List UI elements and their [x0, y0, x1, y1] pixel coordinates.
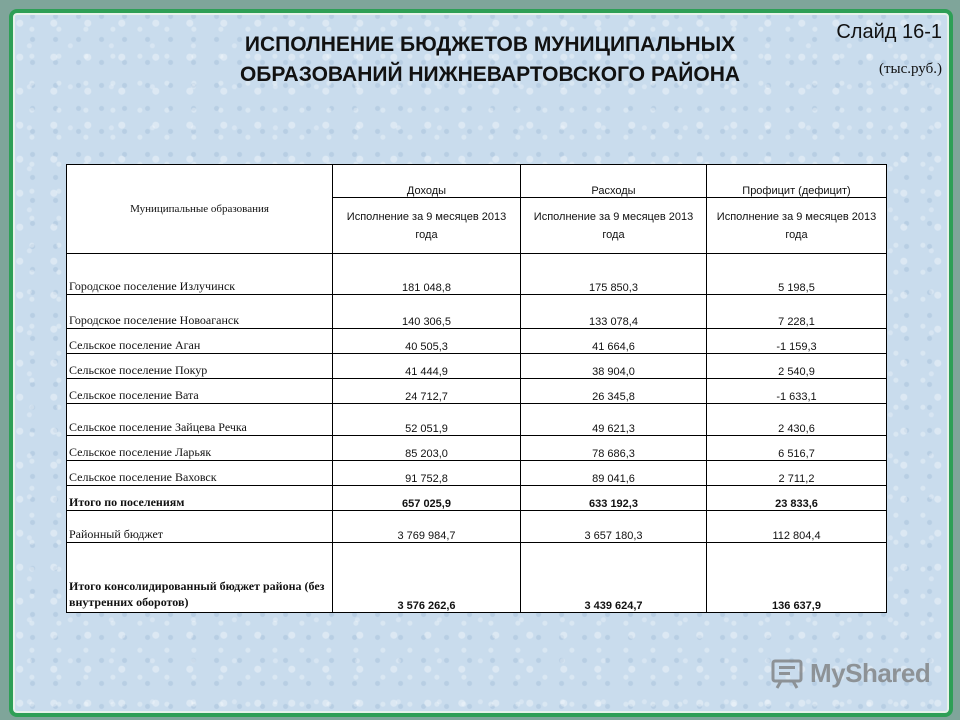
cell-balance: 23 833,6	[707, 486, 887, 511]
cell-income: 657 025,9	[333, 486, 521, 511]
cell-expense: 41 664,6	[521, 329, 707, 354]
cell-municipality: Сельское поселение Зайцева Речка	[67, 404, 333, 436]
cell-income: 3 576 262,6	[333, 543, 521, 613]
cell-balance: 2 430,6	[707, 404, 887, 436]
cell-municipality: Сельское поселение Аган	[67, 329, 333, 354]
header-municipalities: Муниципальные образования	[67, 165, 333, 254]
title-line-2: ОБРАЗОВАНИЙ НИЖНЕВАРТОВСКОГО РАЙОНА	[239, 63, 741, 86]
cell-income: 41 444,9	[333, 354, 521, 379]
cell-municipality: Городское поселение Новоаганск	[67, 295, 333, 329]
cell-expense: 49 621,3	[521, 404, 707, 436]
cell-expense: 3 439 624,7	[521, 543, 707, 613]
cell-income: 52 051,9	[333, 404, 521, 436]
cell-balance: 112 804,4	[707, 511, 887, 543]
slide-number: Слайд 16-1	[836, 21, 942, 43]
header-balance: Профицит (дефицит)	[707, 165, 887, 198]
table-row	[67, 295, 887, 329]
cell-municipality: Сельское поселение Вата	[67, 379, 333, 404]
table-header-row	[67, 165, 887, 198]
cell-income: 91 752,8	[333, 461, 521, 486]
cell-municipality: Сельское поселение Покур	[67, 354, 333, 379]
watermark	[770, 656, 930, 690]
cell-income: 3 769 984,7	[333, 511, 521, 543]
cell-expense: 133 078,4	[521, 295, 707, 329]
cell-income: 85 203,0	[333, 436, 521, 461]
cell-income: 24 712,7	[333, 379, 521, 404]
cell-balance: 2 711,2	[707, 461, 887, 486]
cell-municipality: Итого консолидированный бюджет района (без внутренних оборотов)	[67, 543, 333, 613]
table-row	[67, 511, 887, 543]
cell-balance: 7 228,1	[707, 295, 887, 329]
table-row	[67, 379, 887, 404]
table-row	[67, 436, 887, 461]
cell-expense: 175 850,3	[521, 254, 707, 295]
cell-income: 140 306,5	[333, 295, 521, 329]
cell-expense: 38 904,0	[521, 354, 707, 379]
table-row	[67, 404, 887, 436]
header-expense: Расходы	[521, 165, 707, 198]
title-line-1: ИСПОЛНЕНИЕ БЮДЖЕТОВ МУНИЦИПАЛЬНЫХ	[244, 33, 736, 56]
cell-municipality: Сельское поселение Ларьяк	[67, 436, 333, 461]
subheader-income: Исполнение за 9 месяцев 2013 года	[333, 198, 521, 254]
table-row	[67, 329, 887, 354]
cell-income: 40 505,3	[333, 329, 521, 354]
cell-balance: -1 159,3	[707, 329, 887, 354]
cell-municipality: Сельское поселение Ваховск	[67, 461, 333, 486]
table-row	[67, 461, 887, 486]
cell-balance: 136 637,9	[707, 543, 887, 613]
table-row	[67, 543, 887, 613]
cell-income: 181 048,8	[333, 254, 521, 295]
page-title	[190, 30, 790, 90]
cell-expense: 26 345,8	[521, 379, 707, 404]
cell-balance: 6 516,7	[707, 436, 887, 461]
cell-balance: 5 198,5	[707, 254, 887, 295]
units-label: (тыс.руб.)	[878, 61, 942, 77]
cell-municipality: Итого по поселениям	[67, 486, 333, 511]
table-row	[67, 486, 887, 511]
watermark-text: MyShared	[810, 657, 931, 688]
header-income: Доходы	[333, 165, 521, 198]
cell-expense: 89 041,6	[521, 461, 707, 486]
budget-table	[66, 164, 887, 613]
subheader-balance: Исполнение за 9 месяцев 2013 года	[707, 198, 887, 254]
table-row	[67, 254, 887, 295]
cell-expense: 78 686,3	[521, 436, 707, 461]
cell-expense: 3 657 180,3	[521, 511, 707, 543]
presentation-board-icon	[770, 656, 804, 690]
cell-municipality: Районный бюджет	[67, 511, 333, 543]
cell-balance: -1 633,1	[707, 379, 887, 404]
cell-municipality: Городское поселение Излучинск	[67, 254, 333, 295]
table-row	[67, 354, 887, 379]
subheader-expense: Исполнение за 9 месяцев 2013 года	[521, 198, 707, 254]
cell-expense: 633 192,3	[521, 486, 707, 511]
cell-balance: 2 540,9	[707, 354, 887, 379]
